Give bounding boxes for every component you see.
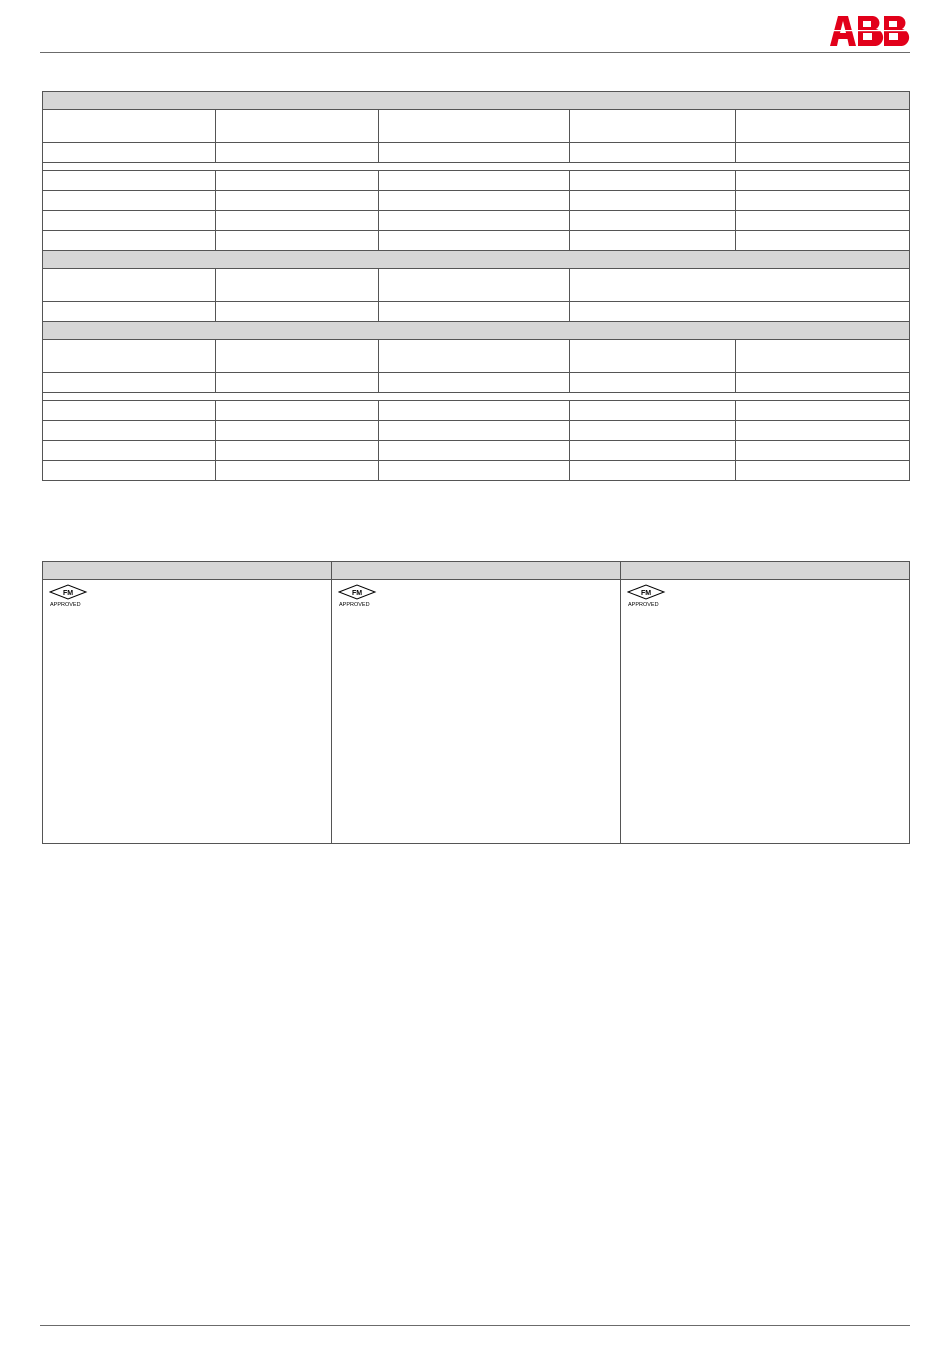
column-header xyxy=(379,269,570,302)
fm-cell xyxy=(332,580,621,844)
column-header xyxy=(570,110,736,143)
fm-cell xyxy=(43,580,332,844)
column-header xyxy=(570,340,736,373)
column-header xyxy=(43,340,216,373)
column-header xyxy=(736,110,910,143)
table-row xyxy=(43,461,910,481)
table-row xyxy=(43,171,910,191)
spacer-row xyxy=(43,163,910,171)
abb-logo xyxy=(830,16,912,46)
svg-text:FM: FM xyxy=(62,590,74,597)
svg-text:APPROVED: APPROVED xyxy=(50,602,81,608)
fm-header-row xyxy=(43,562,910,580)
footer-rule xyxy=(40,1325,910,1326)
column-header xyxy=(43,269,216,302)
section-header xyxy=(43,251,910,269)
table-row xyxy=(43,211,910,231)
svg-text:APPROVED: APPROVED xyxy=(628,602,659,608)
table-row xyxy=(43,191,910,211)
table-row xyxy=(43,302,910,322)
column-header xyxy=(379,110,570,143)
svg-text:APPROVED: APPROVED xyxy=(339,602,370,608)
fm-cell xyxy=(621,580,910,844)
table-row xyxy=(43,441,910,461)
fm-approvals-table xyxy=(42,561,910,844)
svg-text:FM: FM xyxy=(351,590,363,597)
table-row xyxy=(43,373,910,393)
svg-text:FM: FM xyxy=(640,590,652,597)
fm-approved-icon xyxy=(49,584,89,608)
table-row xyxy=(43,401,910,421)
fm-column-header xyxy=(43,562,332,580)
table-row xyxy=(43,231,910,251)
section-header xyxy=(43,92,910,110)
table-row xyxy=(43,143,910,163)
spacer-row xyxy=(43,393,910,401)
specification-table xyxy=(42,91,910,481)
column-header-row xyxy=(43,269,910,302)
column-header xyxy=(216,269,379,302)
column-header xyxy=(379,340,570,373)
column-header xyxy=(570,269,910,302)
table-row xyxy=(43,421,910,441)
fm-body-row xyxy=(43,580,910,844)
column-header xyxy=(216,110,379,143)
fm-approved-icon xyxy=(338,584,378,608)
fm-approved-icon xyxy=(627,584,667,608)
header-rule xyxy=(40,52,910,53)
fm-column-header xyxy=(621,562,910,580)
column-header xyxy=(736,340,910,373)
column-header-row xyxy=(43,340,910,373)
column-header xyxy=(216,340,379,373)
fm-column-header xyxy=(332,562,621,580)
column-header xyxy=(43,110,216,143)
column-header-row xyxy=(43,110,910,143)
section-header xyxy=(43,322,910,340)
